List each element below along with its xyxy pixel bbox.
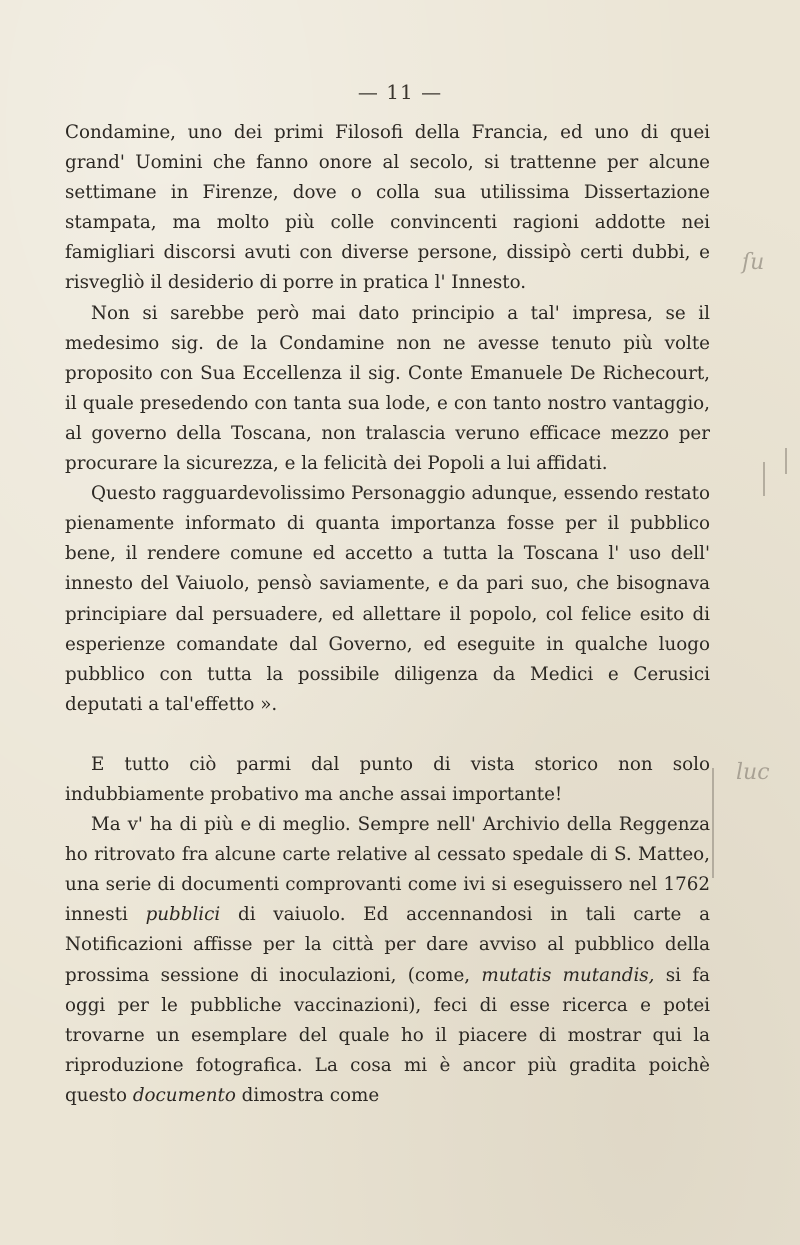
paragraph-5-text-4: dimostra come <box>235 1084 380 1106</box>
body-text <box>65 118 710 1111</box>
paragraph-5 <box>65 810 710 1111</box>
paragraph-2: Non si sarebbe però mai dato principio a tal' impresa, se il medesimo sig. de la Condamine non ne avesse tenuto più volte proposito con Sua Eccellenza il sig. Conte Emanuele De Richecourt, il quale presedendo con tanta sua lode, e con tanto nostro vantaggio, al governo della Toscana, non tralascia veruno efficace mezzo per procurare la sicurezza, e la felicità dei Popoli a lui affidati. <box>65 302 710 475</box>
italic-term-documento: documento <box>132 1084 236 1106</box>
paragraph-3: Questo ragguardevolissimo Personaggio adunque, essendo restato pienamente informato di quanta importanza fosse per il pubblico bene, il rendere comune ed accetto a tutta la Toscana l' uso dell' innesto del Vaiuolo, pensò saviamente, e da pari suo, che bisognava principiare dal persuadere, ed allettare il popolo, col felice esito di esperienze comandate dal Governo, ed eseguite in qualche luogo pubblico con tutta la possibile diligenza da Medici e Cerusici deputati a tal'effetto ». <box>65 483 710 715</box>
paragraph-5-text-2: di vaiuolo. Ed accennandosi in tali carte a Notificazioni affisse per la città per dare avviso al pubblico della prossima sessione di inoculazioni, (come, <box>65 904 710 986</box>
margin-mark <box>712 768 714 878</box>
margin-mark <box>763 462 765 496</box>
paragraph-5-text-1: Ma v' ha di più e di meglio. Sempre nell' Archivio della Reggenza ho ritrovato fra alcune carte relative al cessato spedale di S. Matteo, una serie di documenti comprovanti come ivi si eseguissero nel 1762 innesti <box>65 814 710 926</box>
margin-annotation: luc <box>736 760 770 785</box>
italic-term-pubblici: pubblici <box>145 904 221 926</box>
margin-annotation: ſu <box>742 250 765 275</box>
paragraph-4: E tutto ciò parmi dal punto di vista storico non solo indubbiamente probativo ma anche assai importante! <box>65 753 710 805</box>
margin-mark <box>785 448 787 474</box>
paragraph-1: Condamine, uno dei primi Filosofi della Francia, ed uno di quei grand' Uomini che fanno onore al secolo, si trattenne per alcune settimane in Firenze, dove o colla sua utilissima Dissertazione stampata, ma molto più colle convincenti ragioni addotte nei famigliari discorsi avuti con diverse persone, dissipò certi dubbi, e risvegliò il desiderio di porre in pratica l' Innesto. <box>65 122 710 294</box>
italic-term-mutatis: mutatis mutandis, <box>481 964 655 986</box>
page-number: — 11 — <box>357 80 443 104</box>
paragraph-5-text-3: si fa oggi per le pubbliche vaccinazioni), feci di esse ricerca e potei trovarne un esemplare del quale ho il piacere di mostrar qui la riproduzione fotografica. La cosa mi è ancor più gradita poichè questo <box>65 964 710 1106</box>
